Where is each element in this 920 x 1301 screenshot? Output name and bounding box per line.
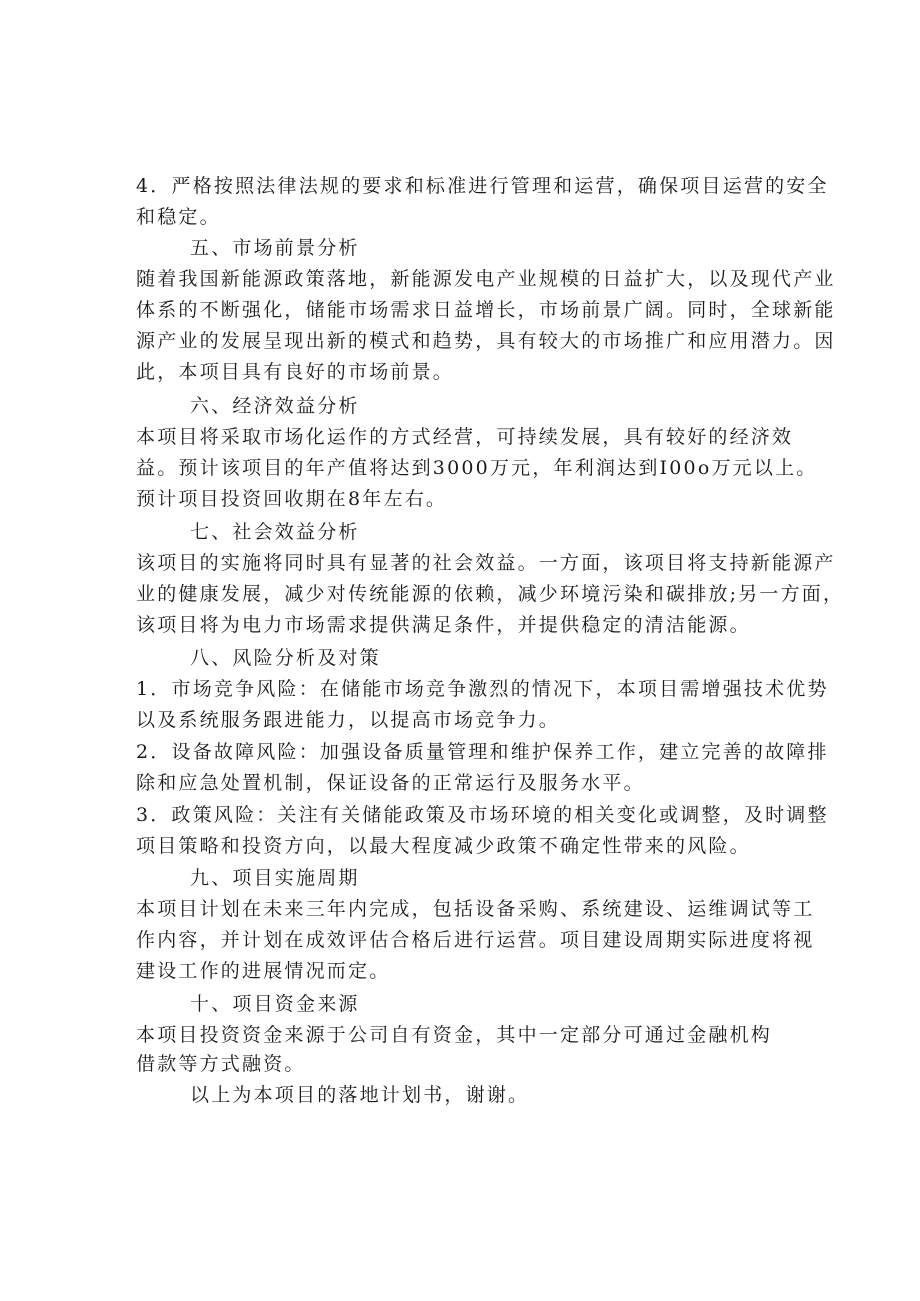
paragraph-line: 预计项目投资回收期在8年左右。 <box>136 488 448 510</box>
paragraph-line: 随着我国新能源政策落地，新能源发电产业规模的日益扩大，以及现代产业 <box>136 268 836 290</box>
paragraph-line: 本项目将采取市场化运作的方式经营，可持续发展，具有较好的经济效 <box>136 426 794 448</box>
paragraph-line: 2．设备故障风险：加强设备质量管理和维护保养工作，建立完善的故障排 <box>136 741 829 763</box>
section-heading: 六、经济效益分析 <box>190 395 360 417</box>
paragraph-line: 借款等方式融资。 <box>136 1053 306 1075</box>
paragraph-line: 作内容，并计划在成效评估合格后进行运营。项目建设周期实际进度将视 <box>136 929 815 951</box>
paragraph-line: 3．政策风险：关注有关储能政策及市场环境的相关变化或调整，及时调整 <box>136 804 829 826</box>
paragraph-line: 除和应急处置机制，保证设备的正常运行及服务水平。 <box>136 772 645 794</box>
paragraph-line: 体系的不断强化，储能市场需求日益增长，市场前景广阔。同时，全球新能 <box>136 299 836 321</box>
section-heading: 八、风险分析及对策 <box>190 647 381 669</box>
paragraph-line: 和稳定。 <box>136 206 221 228</box>
closing-line: 以上为本项目的落地计划书，谢谢。 <box>190 1084 530 1106</box>
paragraph-line: 以及系统服务跟进能力，以提高市场竞争力。 <box>136 709 561 731</box>
section-heading: 七、社会效益分析 <box>190 521 360 543</box>
paragraph-line: 本项目投资资金来源于公司自有资金，其中一定部分可通过金融机构 <box>136 1024 773 1046</box>
paragraph-line: 该项目的实施将同时具有显著的社会效益。一方面，该项目将支持新能源产 <box>136 552 836 574</box>
paragraph-line: 源产业的发展呈现出新的模式和趋势，具有较大的市场推广和应用潜力。因 <box>136 330 836 352</box>
paragraph-line: 益。预计该项目的年产值将达到3000万元，年利润达到I00o万元以上。 <box>136 457 818 479</box>
paragraph-line: 1．市场竞争风险：在储能市场竞争激烈的情况下，本项目需增强技术优势 <box>136 678 829 700</box>
section-heading: 五、市场前景分析 <box>190 237 360 259</box>
paragraph-line: 该项目将为电力市场需求提供满足条件，并提供稳定的清洁能源。 <box>136 614 751 636</box>
paragraph-line: 4．严格按照法律法规的要求和标准进行管理和运营，确保项目运营的安全 <box>136 175 829 197</box>
section-heading: 九、项目实施周期 <box>190 867 360 889</box>
paragraph-line: 本项目计划在未来三年内完成，包括设备采购、系统建设、运维调试等工 <box>136 898 815 920</box>
paragraph-line: 此，本项目具有良好的市场前景。 <box>136 361 455 383</box>
section-heading: 十、项目资金来源 <box>190 993 360 1015</box>
paragraph-line: 项目策略和投资方向，以最大程度减少政策不确定性带来的风险。 <box>136 835 751 857</box>
paragraph-line: 建设工作的进展情况而定。 <box>136 960 391 982</box>
paragraph-line: 业的健康发展，减少对传统能源的依赖，减少环境污染和碳排放;另一方面， <box>136 583 845 605</box>
